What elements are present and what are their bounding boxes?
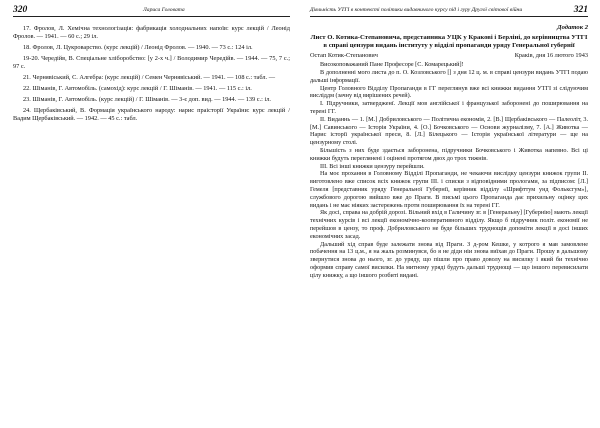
reference-item: 18. Фролов, Л. Цукроварство. (курс лекцій) / Леонід Фролов. — 1940. — 73 с.: 124 іл.: [23, 44, 253, 51]
letter-place-date: Краків, дня 16 лютого 1943: [514, 52, 588, 60]
right-page-number: 321: [573, 5, 588, 15]
letter-paragraph: Високоповажаний Пане Професоре [С. Комарецький]!: [320, 61, 464, 69]
document-title: Лист О. Котика-Степановича, представника УЦК у Кракові і Берліні, до керівництва УТГІ в справі цензури видань інституту у відділі пропаганди уряду Генеральної губернії: [310, 34, 588, 49]
right-running-head: Діяльність УТГІ в контексті політики видавничого курсу під і гуру Другої світової війни: [310, 7, 523, 13]
reference-list: [13, 25, 290, 123]
reference-item: 24. Щербаківський, В. Формація українського народу: нарис праісторії України: курс лекцій / Вадим Щербаківський. — 1942. — 45 с.: табл.: [13, 107, 290, 122]
appendix-label: Додаток 2: [557, 24, 588, 31]
reference-item: 19-20. Чередійв, В. Спеціальне хліборобство: [у 2-х ч.] / Володимир Чередійв. — 1944. — 75, 7 с.; 97 с.: [13, 55, 290, 70]
reference-item: 21. Чернявіський, С. Алгебра: (курс лекцій) / Семен Чернявіський. — 1941. — 108 с.: табл. —: [23, 74, 275, 81]
letter-body: [310, 61, 588, 279]
right-page: [300, 0, 600, 428]
letter-paragraph: І. Підручники, затвердженї. Лекції мов англійської і французької заборонені до поширювання на терені ГГ.: [310, 100, 588, 115]
letter-paragraph: В дополненні мого листа до п. О. Козловського [] з дня 12 ц. м. в справі цензури видань УТГІ подаю дальші інформації.: [310, 68, 588, 84]
left-page-number: 320: [13, 5, 28, 15]
letter-paragraph: Дальший хід справ буде залежати знова від Праги. З д-ром Кешке, у котрого я мав замовлене побачення на 13 ц.м., я на жаль розминувся, бо я не діди ніи знова виїхав до Праги. Прошу в дальшому звернутися знова до нього, зг. до уряду, що пішли про право доволу на висилку і який би технічно оформив справу самої висилки. На митному уряді будуть дальші труднощі — що іншого перевисилати цілу книжку, а що іншого розбиті видані.: [310, 240, 588, 279]
reference-item: 22. Шіманів, Г. Автомобіль. (самохід): курс лекцій / Г. Шіманів. — 1941. — 115 с.: іл.: [23, 85, 252, 92]
letter-paragraph: ІІ. Виданнь — 1. [М.] Добриловського — Політична економія, 2. [В.] Щербаківського — Палеоліт, 3. [М.] Савинського — Історія України, 4. [О.] Бочковського — Основи журналізму, 7. [А.] Животка — Нарис історії української преси, 8. [Л.] Білецького — Історія української літератури — ще на цензурному столі.: [310, 115, 588, 147]
letter-paragraph: Як досі, справа на добрій дорозі. Вільний вхід в Галичину зг. в [Генеральну] [Губернію] мають лекції технічних курсів і всі лекції економічно-кооперативного відділу. Якщо б підручник політ. економії не перейшов в цензу, то проф. Добриловського не буде більших труднощів допоміти лекції в досі інших економічних засад.: [310, 209, 588, 240]
left-running-head: Лариса Головата: [143, 7, 185, 13]
left-page-header: [13, 4, 290, 17]
letter-paragraph: ІІІ. Всі інші книжки цензуру перейшли.: [320, 162, 425, 170]
letter-paragraph: На моє прохання в Головному Відділі Пропаганди, не чекаючи вислідку цензури книжок групи ІІ. виготовлено вже список всіх книжок групи ІІІ. і списки з відповідними прологами, за підписом: [Л.] Гемеля [представник уряду Генеральної Губернії, керівник відділу «Шрифттум унд Фольксгум»], службового дорогою вийшло вже до Праги. В письмі цього Пропаганда дає прихильну оцінку цих видань і не має ніяких застережень проти поширювання їх на терені ГГ.: [310, 170, 588, 209]
right-page-header: [310, 4, 588, 17]
reference-item: 23. Шіманів, Г. Автомобіль. (курс лекцій) / Г. Шіманів. — 3-є доп. вид. — 1944. — 139 с.: іл.: [23, 96, 271, 103]
letter-paragraph: Більшість з них буде здається заборонена, підручники Бочковського і Животка напевно. Всі ці книжки будуть переглянені і оцінені протягом двох до трох тижнів.: [310, 146, 588, 162]
letter-paragraph: Центр Головного Відділу Пропаганди в ГГ переглянув вже всі книжки видання УТГІ зі слідуючим висліддм (зачну від вирішених речей).: [310, 84, 588, 100]
letter-author: Остап Котик-Степанович: [310, 52, 378, 60]
reference-item: 17. Фролов, Л. Хемічна технологізація: фабрикація холоднальних напоїв: курс лекцій / Леонід Фролов. — 1941. — 60 с.; 29 іл.: [13, 25, 290, 40]
letter-heading: [310, 52, 588, 61]
